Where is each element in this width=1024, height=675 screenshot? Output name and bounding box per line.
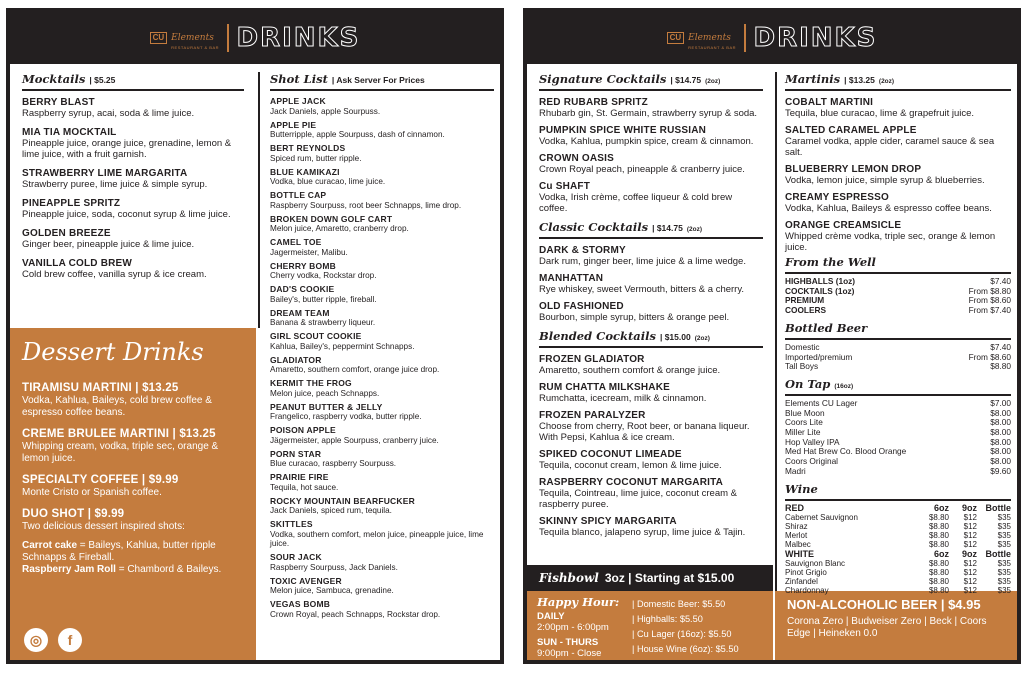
item-name: COCKTAILS (1oz): [785, 285, 855, 296]
menu-item: [22, 508, 244, 533]
item-name: PINEAPPLE SPRITZ: [22, 198, 121, 209]
item-desc: Tequila, blue curacao, lime & grapefruit juice.: [785, 108, 975, 119]
menu-item: [270, 600, 494, 619]
menu-item: [539, 449, 763, 471]
wine-cell: $8.80: [928, 567, 949, 577]
wine-row: [785, 531, 1011, 540]
wine-cell: $35: [997, 577, 1011, 587]
item-name: Coors Original: [785, 456, 839, 467]
item-price: $8.80: [990, 361, 1011, 372]
column-divider: [775, 72, 777, 591]
wine-row: [785, 540, 1011, 549]
wine-cell: $8.80: [928, 558, 949, 568]
item-desc: Jägermeister, apple Sourpuss, cranberry juice.: [270, 435, 439, 445]
item-name: GIRL SCOUT COOKIE: [270, 331, 362, 341]
price-row: [785, 457, 1011, 467]
item-desc: Crown Royal peach, pineapple & cranberry juice.: [539, 164, 745, 175]
item-name: Domestic: [785, 341, 820, 352]
item-desc: Raspberry Sourpuss, Jack Daniels.: [270, 562, 398, 572]
menu-item: [539, 97, 763, 119]
item-price: $8.00: [990, 417, 1011, 428]
wine-cell: $35: [997, 540, 1011, 550]
item-desc: Rhubarb gin, St. Germain, strawberry syrup & soda.: [539, 108, 758, 119]
item-name: Miller Lite: [785, 427, 821, 438]
item-desc: Jack Daniels, spiced rum, tequila.: [270, 506, 392, 515]
item-desc: Raspberry syrup, acai, soda & lime juice.: [22, 108, 195, 119]
wine-col: Bottle: [985, 548, 1011, 559]
item-name: Blue Moon: [785, 407, 825, 418]
section-heading: Signature Cocktails | $14.75 (2oz): [539, 72, 763, 91]
item-name: Elements CU Lager: [785, 397, 858, 408]
item-price: $8.00: [990, 446, 1011, 457]
menu-item: [270, 473, 494, 492]
logo-name: Elements: [171, 32, 214, 43]
wine-cell: $35: [997, 558, 1011, 568]
wine-row: [785, 559, 1011, 568]
item-desc: Tequila, hot sauce.: [270, 482, 339, 492]
menu-item: [270, 403, 494, 422]
item-desc: Kahlua, Bailey's, peppermint Schnapps.: [270, 341, 415, 351]
menu-item: [539, 273, 763, 295]
wine-cell: $8.80: [928, 586, 949, 596]
wine-row: [785, 568, 1011, 577]
item-name: PEANUT BUTTER & JELLY: [270, 401, 383, 412]
item-name: OLD FASHIONED: [539, 301, 624, 312]
item-desc: Banana & strawberry liqueur.: [270, 318, 376, 327]
menu-item: [270, 191, 494, 210]
wine-cell: $12: [963, 558, 977, 568]
non-alcoholic-title: NON-ALCOHOLIC BEER | $4.95: [787, 597, 981, 612]
item-desc: Jagermeister, Malibu.: [270, 247, 348, 257]
item-desc: Melon juice, Sambuca, grenadine.: [270, 586, 394, 595]
item-name: PUMPKIN SPICE WHITE RUSSIAN: [539, 125, 707, 136]
item-desc: Melon juice, peach Schnapps.: [270, 388, 380, 398]
menu-item: [270, 450, 494, 469]
item-name: PRAIRIE FIRE: [270, 472, 329, 482]
shot-list: [270, 97, 494, 619]
item-name: HIGHBALLS (1oz): [785, 276, 856, 286]
item-name: SPIKED COCONUT LIMEADE: [539, 449, 682, 460]
mocktails-section: [22, 72, 244, 288]
item-desc: Cherry vodka, Rockstar drop.: [270, 271, 377, 280]
wine-cell: $8.80: [928, 521, 949, 531]
section-heading: Mocktails | $5.25: [22, 72, 244, 91]
bottled-list: [785, 343, 1011, 372]
menu-item: [270, 168, 494, 187]
wine-cell: Merlot: [785, 531, 808, 541]
item-name: RUM CHATTA MILKSHAKE: [539, 382, 671, 393]
menu-item: [785, 220, 1011, 253]
menu-item: [539, 477, 763, 510]
item-desc: Amaretto, southern comfort & orange juice.: [539, 365, 721, 376]
item-name: KERMIT THE FROG: [270, 378, 352, 388]
wine-header: [785, 504, 1011, 513]
price-row: [785, 353, 1011, 363]
item-name: FROZEN PARALYZER: [539, 410, 646, 421]
item-name: Med Hat Brew Co. Blood Orange: [785, 446, 907, 457]
wine-col: 9oz: [961, 548, 977, 559]
item-desc: Whipping cream, vodka, triple sec, orange & lemon juice.: [22, 441, 219, 464]
menu-item: [270, 577, 494, 596]
happy-item: | House Wine (6oz): $5.50: [632, 644, 739, 654]
item-name: FROZEN GLADIATOR: [539, 354, 645, 365]
non-alcoholic-section: [775, 591, 1017, 664]
menu-item: [539, 382, 763, 404]
menu-item: [270, 215, 494, 234]
item-desc: Vodka, southern comfort, melon juice, pineapple juice, lime juice.: [270, 529, 484, 548]
item-desc: Whipped crème vodka, triple sec, orange & lemon juice.: [785, 231, 996, 253]
logo-name: Elements: [688, 32, 731, 43]
item-price: From $8.60: [968, 295, 1011, 306]
item-desc: Ginger beer, pineapple juice & lime juice.: [22, 239, 195, 250]
fishbowl-banner: Fishbowl 3oz | Starting at $15.00: [527, 565, 773, 591]
wine-cell: $35: [997, 567, 1011, 577]
menu-item: [270, 553, 494, 572]
menu-item: [270, 262, 494, 281]
menu-item: [539, 354, 763, 376]
menu-page-right: [523, 8, 1021, 664]
logo: [667, 27, 736, 50]
wine-col: Bottle: [985, 502, 1011, 513]
price-row: [785, 362, 1011, 372]
item-desc: Vodka, Irish crème, coffee liqueur & cold brew coffee.: [539, 192, 733, 214]
item-name: DAD'S COOKIE: [270, 284, 335, 294]
menu-item: [270, 379, 494, 398]
item-price: $8.00: [990, 456, 1011, 467]
item-desc: Vodka, blue curacao, lime juice.: [270, 177, 386, 186]
item-desc: Bourbon, simple syrup, bitters & orange peel.: [539, 312, 730, 323]
item-name: Cu SHAFT: [539, 181, 591, 192]
item-desc: Crown Royal, peach Schnapps, Rockstar drop.: [270, 609, 441, 619]
section-heading: On Tap (16oz): [785, 377, 1011, 396]
wine-cell: $12: [963, 512, 977, 522]
item-price: $8.00: [990, 427, 1011, 438]
item-name: CREME BRULEE MARTINI | $13.25: [22, 428, 216, 440]
menu-item: [785, 125, 1011, 158]
menu-item: [270, 520, 494, 549]
menu-item: [539, 245, 763, 267]
item-desc: Frangelico, raspberry vodka, butter ripple.: [270, 412, 422, 421]
page-title: DRINKS: [753, 23, 878, 53]
logo-cu: CU: [667, 32, 685, 44]
item-price: From $8.80: [968, 285, 1011, 296]
item-desc: Jack Daniels, apple Sourpuss.: [270, 106, 381, 116]
menu-item: [22, 428, 244, 465]
wine-cell: $12: [963, 586, 977, 596]
item-name: ROCKY MOUNTAIN BEARFUCKER: [270, 495, 415, 506]
happy-item: | Cu Lager (16oz): $5.50: [632, 629, 732, 639]
item-desc: Vodka, lemon juice, simple syrup & blueberries.: [785, 175, 985, 186]
mocktails-list: [22, 97, 244, 280]
item-name: DUO SHOT | $9.99: [22, 508, 125, 520]
wine-row: [785, 513, 1011, 522]
section-heading: Shot List | Ask Server For Prices: [270, 72, 494, 91]
menu-item: [539, 301, 763, 323]
item-desc: Dark rum, ginger beer, lime juice & a lime wedge.: [539, 256, 746, 267]
wine-cell: $12: [963, 567, 977, 577]
page-header: [527, 12, 1017, 64]
menu-item: [270, 356, 494, 375]
wine-cell: Malbec: [785, 540, 811, 550]
item-desc: Pineapple juice, soda, coconut syrup & lime juice.: [22, 209, 231, 220]
item-name: CROWN OASIS: [539, 153, 614, 164]
section-heading: Classic Cocktails | $14.75 (2oz): [539, 220, 763, 239]
item-name: BLUE KAMIKAZI: [270, 166, 340, 177]
menu-item: [22, 228, 244, 250]
item-name: GOLDEN BREEZE: [22, 228, 111, 239]
menu-item: [270, 309, 494, 328]
header-divider: [227, 24, 229, 52]
wine-cell: Pinot Grigio: [785, 567, 827, 577]
header-divider: [744, 24, 746, 52]
wine-cell: Sauvignon Blanc: [785, 558, 846, 568]
happy-hour-list: [632, 595, 739, 660]
section-heading: Wine: [785, 482, 1011, 501]
item-desc: Two delicious dessert inspired shots:: [22, 521, 185, 532]
menu-item: [785, 192, 1011, 214]
dessert-title: Dessert Drinks: [22, 338, 204, 366]
wine-cell: $35: [997, 531, 1011, 541]
item-desc: Butterripple, apple Sourpuss, dash of cinnamon.: [270, 130, 445, 139]
happy-item: | Domestic Beer: $5.50: [632, 599, 726, 609]
wine-cell: $35: [997, 512, 1011, 522]
item-name: GLADIATOR: [270, 354, 322, 365]
item-name: Imported/premium: [785, 351, 853, 362]
wine-type: RED: [785, 502, 805, 513]
item-desc: Tequila, coconut cream, lemon & lime juice.: [539, 460, 722, 471]
wine-cell: $35: [997, 586, 1011, 596]
wine-cell: $12: [963, 531, 977, 541]
item-name: SKITTLES: [270, 519, 313, 529]
item-name: VEGAS BOMB: [270, 599, 331, 609]
item-name: ORANGE CREAMSICLE: [785, 220, 902, 231]
item-desc: Rumchatta, icecream, milk & cinnamon.: [539, 393, 707, 404]
item-name: SOUR JACK: [270, 552, 322, 562]
price-row: [785, 306, 1011, 316]
wine-cell: Chardonnay: [785, 586, 829, 596]
classic-list: [539, 245, 763, 323]
item-desc: Vodka, Kahlua, Baileys & espresso coffee beans.: [785, 203, 992, 214]
wine-cell: $8.80: [928, 540, 949, 550]
item-price: From $7.40: [968, 305, 1011, 316]
wine-cell: Cabernet Sauvignon: [785, 512, 858, 522]
wine-cell: $8.80: [928, 512, 949, 522]
item-name: PREMIUM: [785, 295, 825, 306]
item-name: CAMEL TOE: [270, 237, 322, 247]
item-name: APPLE JACK: [270, 96, 326, 106]
item-name: MIA TIA MOCKTAIL: [22, 127, 117, 138]
menu-item: [270, 332, 494, 351]
page-title: DRINKS: [236, 23, 361, 53]
tap-list: [785, 399, 1011, 477]
menu-item: [785, 164, 1011, 186]
item-desc: Spiced rum, butter ripple.: [270, 153, 362, 163]
item-desc: Cold brew coffee, vanilla syrup & ice cream.: [22, 269, 207, 280]
menu-item: [539, 516, 763, 538]
item-name: MANHATTAN: [539, 273, 604, 284]
item-desc: Raspberry Sourpuss, root beer Schnapps, lime drop.: [270, 200, 462, 210]
blended-list: [539, 354, 763, 538]
item-name: BERT REYNOLDS: [270, 143, 346, 153]
item-name: CHERRY BOMB: [270, 260, 336, 271]
wine-col: 6oz: [933, 548, 949, 559]
item-desc: Amaretto, southern comfort, orange juice drop.: [270, 365, 440, 374]
item-name: TOXIC AVENGER: [270, 575, 342, 586]
facebook-icon[interactable]: f: [58, 628, 82, 652]
item-price: $7.40: [990, 341, 1011, 352]
menu-item: [539, 125, 763, 147]
menu-item: [22, 168, 244, 190]
item-desc: Tequila, Cointreau, lime juice, coconut cream & raspberry puree.: [539, 488, 738, 510]
item-desc: Caramel vodka, apple cider, caramel sauce & sea salt.: [785, 136, 995, 158]
duo-raspberry: Raspberry Jam Roll = Chambord & Baileys.: [22, 564, 222, 575]
menu-item: [539, 153, 763, 175]
column-divider: [258, 72, 260, 328]
item-name: COOLERS: [785, 305, 827, 316]
menu-item: [22, 382, 244, 419]
wine-cell: $35: [997, 521, 1011, 531]
menu-item: [22, 474, 244, 499]
item-price: $9.60: [990, 465, 1011, 476]
happy-item: | Highballs: $5.50: [632, 614, 703, 624]
non-alcoholic-desc: Corona Zero | Budweiser Zero | Beck | Coors Edge | Heineken 0.0: [787, 616, 987, 639]
item-desc: Tequila blanco, jalapeno syrup, lime juice & Tajin.: [539, 527, 746, 538]
item-name: BERRY BLAST: [22, 97, 95, 108]
happy-hour-section: Happy Hour: DAILY 2:00pm - 6:00pm SUN - THURS 9:00pm - Close | Domestic Beer: $5.50 | Highballs: $5.50 | Cu Lager (16oz): $5.50 | House Wine (6oz): $5.50: [527, 591, 773, 664]
logo-cu: CU: [150, 32, 168, 44]
item-desc: Vodka, Kahlua, Baileys, cold brew coffee & espresso coffee beans.: [22, 395, 212, 418]
section-heading: Blended Cocktails | $15.00 (2oz): [539, 329, 763, 348]
item-name: DREAM TEAM: [270, 307, 330, 318]
menu-item: [270, 238, 494, 257]
item-price: $8.00: [990, 436, 1011, 447]
well-list: [785, 277, 1011, 316]
item-name: CREAMY ESPRESSO: [785, 192, 889, 203]
menu-item: [270, 97, 494, 116]
shot-list-section: [270, 72, 494, 624]
instagram-icon[interactable]: ◎: [24, 628, 48, 652]
cocktails-column: [539, 72, 763, 544]
item-name: Tall Boys: [785, 361, 819, 372]
menu-page-left: [6, 8, 504, 664]
item-name: DARK & STORMY: [539, 245, 626, 256]
item-name: TIRAMISU MARTINI | $13.25: [22, 382, 179, 394]
item-name: SPECIALTY COFFEE | $9.99: [22, 474, 179, 486]
wine-col: 6oz: [933, 502, 949, 513]
menu-item: [270, 121, 494, 140]
menu-item: [22, 198, 244, 220]
item-desc: Bailey's, butter ripple, fireball.: [270, 294, 377, 304]
item-name: Hop Valley IPA: [785, 436, 840, 447]
wine-cell: $12: [963, 540, 977, 550]
wine-row: [785, 522, 1011, 531]
item-name: RASPBERRY COCONUT MARGARITA: [539, 477, 724, 488]
menu-item: [785, 97, 1011, 119]
duo-carrot: Carrot cake = Baileys, Kahlua, butter ripple Schnapps & Fireball.: [22, 540, 216, 563]
item-desc: Blue curacao, raspberry Sourpuss.: [270, 459, 397, 468]
item-name: SALTED CARAMEL APPLE: [785, 125, 917, 136]
wine-cell: $8.80: [928, 531, 949, 541]
wine-row: [785, 577, 1011, 586]
menu-item: [22, 258, 244, 280]
item-name: POISON APPLE: [270, 425, 336, 435]
item-name: PORN STAR: [270, 448, 322, 459]
logo-sub: RESTAURANT & BAR: [171, 44, 219, 50]
wine-header: [785, 550, 1011, 559]
martinis-list: [785, 97, 1011, 253]
item-price: $7.00: [990, 397, 1011, 408]
item-desc: Rye whiskey, sweet Vermouth, bitters & a cherry.: [539, 284, 745, 295]
menu-item: [22, 97, 244, 119]
menu-item: [270, 285, 494, 304]
logo-sub: RESTAURANT & BAR: [688, 44, 736, 50]
item-name: RED RUBARB SPRITZ: [539, 97, 648, 108]
wine-cell: Zinfandel: [785, 577, 818, 587]
item-desc: Pineapple juice, orange juice, grenadine, lemon & lime juice, with a fruit garnish.: [22, 138, 232, 160]
item-desc: Choose from cherry, Root beer, or banana liqueur. With Pepsi, Kahlua & ice cream.: [539, 421, 750, 443]
dessert-section: [10, 328, 256, 664]
item-name: BLUEBERRY LEMON DROP: [785, 164, 922, 175]
section-heading: Martinis | $13.25 (2oz): [785, 72, 1011, 91]
item-desc: Monte Cristo or Spanish coffee.: [22, 487, 162, 498]
item-name: STRAWBERRY LIME MARGARITA: [22, 168, 188, 179]
wine-row: [785, 586, 1011, 595]
item-price: From $8.60: [968, 351, 1011, 362]
logo: [150, 27, 219, 50]
wine-cell: Shiraz: [785, 521, 808, 531]
wine-type: WHITE: [785, 548, 814, 559]
wine-cell: $12: [963, 577, 977, 587]
price-row: [785, 467, 1011, 477]
item-name: SKINNY SPICY MARGARITA: [539, 516, 677, 527]
item-name: COBALT MARTINI: [785, 97, 874, 108]
item-name: BOTTLE CAP: [270, 190, 327, 200]
wine-list: [785, 504, 1011, 596]
item-name: APPLE PIE: [270, 119, 317, 130]
menu-item: [270, 426, 494, 445]
page-header: [10, 12, 500, 64]
item-desc: Melon juice, Amaretto, cranberry drop.: [270, 224, 409, 233]
item-desc: Vodka, Kahlua, pumpkin spice, cream & cinnamon.: [539, 136, 754, 147]
wine-cell: $8.80: [928, 577, 949, 587]
item-name: VANILLA COLD BREW: [22, 258, 133, 269]
item-price: $7.40: [990, 276, 1011, 286]
item-name: Coors Lite: [785, 417, 823, 428]
section-heading: From the Well: [785, 255, 1011, 274]
menu-item: [539, 181, 763, 214]
section-heading: Bottled Beer: [785, 321, 1011, 340]
menu-item: [539, 410, 763, 443]
menu-item: [270, 497, 494, 516]
social-links: [24, 628, 82, 652]
spirits-column: [785, 72, 1011, 596]
item-desc: Strawberry puree, lime juice & simple syrup.: [22, 179, 208, 190]
wine-col: 9oz: [961, 502, 977, 513]
menu-item: [270, 144, 494, 163]
wine-cell: $12: [963, 521, 977, 531]
happy-hour-title: Happy Hour:: [537, 595, 620, 609]
menu-item: [22, 127, 244, 160]
item-name: Madri: [785, 465, 806, 476]
dessert-list: [22, 382, 244, 533]
signature-list: [539, 97, 763, 214]
item-price: $8.00: [990, 407, 1011, 418]
item-name: BROKEN DOWN GOLF CART: [270, 213, 393, 224]
